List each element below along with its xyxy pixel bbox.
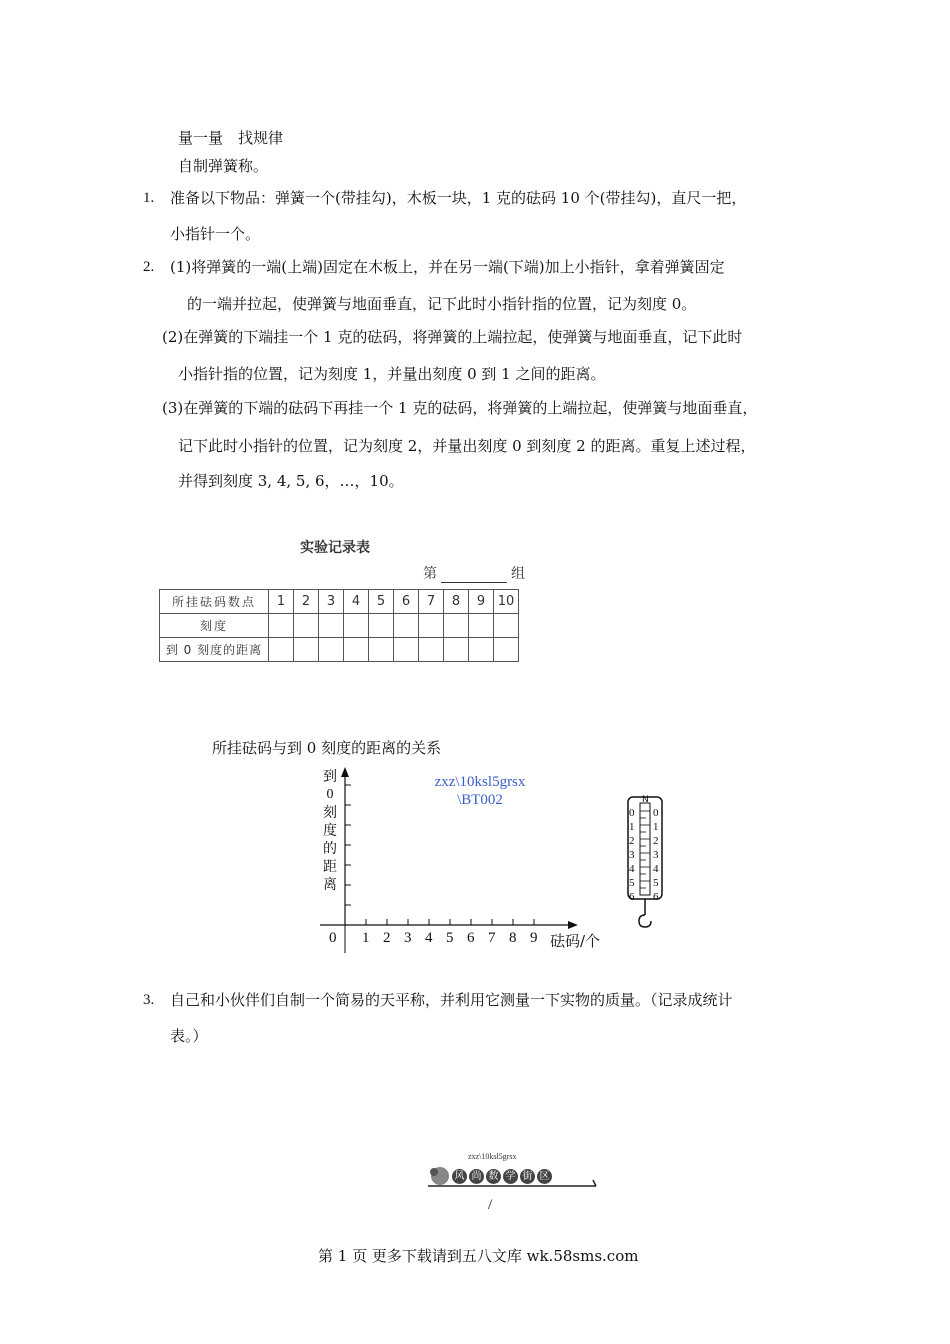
column-header: 7 — [419, 590, 444, 614]
item-line: 的一端并拉起，使弹簧与地面垂直，记下此时小指针指的位置，记为刻度 0。 — [187, 295, 697, 313]
column-header: 1 — [269, 590, 294, 614]
item-line: 小指针指的位置，记为刻度 1，并量出刻度 0 到 1 之间的距离。 — [178, 365, 606, 383]
table-cell — [294, 614, 319, 638]
column-header: 9 — [469, 590, 494, 614]
scale-mark: 2 — [629, 835, 635, 847]
section-subtitle: 自制弹簧称。 — [178, 157, 269, 175]
table-cell — [444, 614, 469, 638]
x-tick-label: 5 — [446, 930, 454, 946]
x-tick-label: 7 — [488, 930, 496, 946]
item-line: 自己和小伙伴们自制一个简易的天平称，并利用它测量一下实物的质量。（记录成统计 — [170, 991, 733, 1009]
logo-char: 学 — [503, 1169, 518, 1184]
scale-mark: 6 — [653, 891, 659, 903]
row-header: 刻度 — [160, 614, 269, 638]
scale-mark: 5 — [653, 877, 659, 889]
ylabel-char: 到 — [323, 769, 337, 785]
table-cell — [494, 638, 519, 662]
graph-ylabel — [322, 768, 338, 894]
scale-mark: 4 — [629, 863, 635, 875]
table-cell — [469, 638, 494, 662]
x-tick-label: 9 — [530, 930, 538, 946]
group-label — [423, 563, 525, 583]
table-cell — [269, 614, 294, 638]
logo-char: 风 — [452, 1169, 467, 1184]
scale-mark: 6 — [629, 891, 635, 903]
x-tick-label: 1 — [362, 930, 370, 946]
graph-xlabel: 砝码/个 — [550, 932, 601, 950]
scale-left-marks — [629, 806, 639, 904]
logo-char: 尚 — [469, 1169, 484, 1184]
ylabel-char: 的 — [323, 841, 337, 857]
table-cell — [419, 614, 444, 638]
table-row — [160, 638, 519, 662]
record-table — [159, 589, 519, 662]
ylabel-char: 度 — [323, 823, 337, 839]
table-cell — [394, 638, 419, 662]
table-cell — [294, 638, 319, 662]
table-cell — [369, 638, 394, 662]
scale-mark: 4 — [653, 863, 659, 875]
graph-origin: 0 — [329, 930, 337, 946]
logo-char: 街 — [520, 1169, 535, 1184]
column-header: 6 — [394, 590, 419, 614]
watermark-line: \BT002 — [457, 792, 503, 808]
x-tick-label: 4 — [425, 930, 433, 946]
graph-watermark — [410, 773, 550, 809]
column-header: 3 — [319, 590, 344, 614]
logo-char: 数 — [486, 1169, 501, 1184]
item-line: 表。） — [170, 1027, 208, 1045]
group-suffix: 组 — [511, 566, 525, 582]
table-cell — [319, 614, 344, 638]
table-cell — [344, 614, 369, 638]
table-cell — [469, 614, 494, 638]
x-tick-label: 2 — [383, 930, 391, 946]
table-cell — [494, 614, 519, 638]
scale-mark: 1 — [629, 821, 635, 833]
scale-top-label: N — [642, 795, 649, 805]
table-cell — [369, 614, 394, 638]
table-row — [160, 590, 519, 614]
item-line: (3)在弹簧的下端的砝码下再挂一个 1 克的砝码，将弹簧的上端拉起，使弹簧与地面垂直， — [162, 399, 758, 417]
table-cell — [419, 638, 444, 662]
table-cell — [394, 614, 419, 638]
scale-mark: 0 — [653, 807, 659, 819]
scale-mark: 5 — [629, 877, 635, 889]
section-title: 量一量 找规律 — [178, 129, 284, 147]
scale-mark: 3 — [653, 849, 659, 861]
graph-title: 所挂砝码与到 0 刻度的距离的关系 — [212, 739, 442, 757]
scale-mark: 0 — [629, 807, 635, 819]
page-slash: / — [488, 1197, 493, 1213]
column-header: 4 — [344, 590, 369, 614]
page-footer: 第 1 页 更多下载请到五八文库 wk.58sms.com — [318, 1247, 639, 1265]
scale-mark: 1 — [653, 821, 659, 833]
item-number: 3. — [143, 992, 155, 1008]
item-line: (1)将弹簧的一端(上端)固定在木板上，并在另一端(下端)加上小指针，拿着弹簧固定 — [170, 258, 725, 276]
ylabel-char: 距 — [323, 859, 337, 875]
column-header: 10 — [494, 590, 519, 614]
column-header: 8 — [444, 590, 469, 614]
item-number: 1. — [143, 190, 155, 206]
table-cell — [444, 638, 469, 662]
column-header: 5 — [369, 590, 394, 614]
table-title: 实验记录表 — [300, 540, 370, 556]
x-tick-label: 8 — [509, 930, 517, 946]
ylabel-char: 0 — [326, 787, 334, 802]
column-header: 2 — [294, 590, 319, 614]
scale-mark: 2 — [653, 835, 659, 847]
logo-chars — [452, 1169, 552, 1184]
item-line: (2)在弹簧的下端挂一个 1 克的砝码，将弹簧的上端拉起，使弹簧与地面垂直，记下此时 — [162, 328, 743, 346]
item-number: 2. — [143, 259, 155, 275]
table-row — [160, 614, 519, 638]
watermark-line: zxz\10ksl5grsx — [434, 774, 526, 790]
item-line: 并得到刻度 3, 4, 5, 6，…，10。 — [178, 472, 404, 490]
footer-logo — [418, 1152, 598, 1192]
table-cell — [269, 638, 294, 662]
group-prefix: 第 — [423, 566, 437, 582]
x-tick-label: 6 — [467, 930, 475, 946]
spring-scale — [624, 793, 666, 933]
ylabel-char: 刻 — [323, 805, 337, 821]
item-line: 小指针一个。 — [170, 225, 261, 243]
table-cell — [319, 638, 344, 662]
row-header: 到 0 刻度的距离 — [160, 638, 269, 662]
item-line: 准备以下物品：弹簧一个(带挂勾)，木板一块，1 克的砝码 10 个(带挂勾)，直尺一把， — [170, 189, 747, 207]
item-line: 记下此时小指针的位置，记为刻度 2，并量出刻度 0 到刻度 2 的距离。重复上述过程， — [178, 437, 756, 455]
table-cell — [344, 638, 369, 662]
group-blank — [441, 568, 507, 583]
ylabel-char: 离 — [323, 877, 337, 893]
row-header: 所挂砝码数点 — [160, 590, 269, 614]
scale-right-marks — [653, 806, 663, 904]
scale-mark: 3 — [629, 849, 635, 861]
logo-char: 区 — [537, 1169, 552, 1184]
logo-small-text: zxz\10ksl5grsx — [468, 1152, 517, 1161]
x-tick-label: 3 — [404, 930, 412, 946]
